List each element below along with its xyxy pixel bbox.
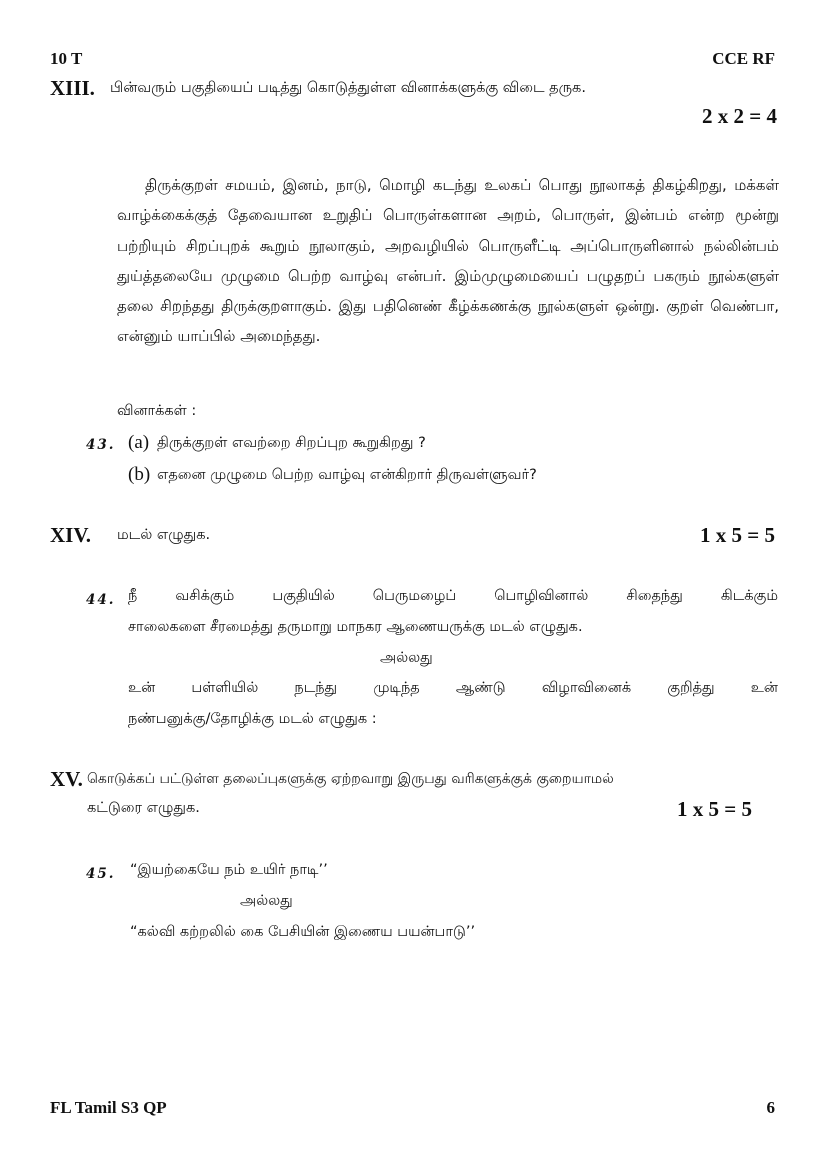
question-44-line-4: நண்பனுக்கு/தோழிக்கு மடல் எழுதுக : xyxy=(128,711,377,727)
section-13-marks: 2 x 2 = 4 xyxy=(702,104,777,128)
section-15-title-line-2: கட்டுரை எழுதுக. xyxy=(87,800,200,816)
section-14-number: XIV. xyxy=(50,523,92,547)
section-15-number: XV. xyxy=(50,767,83,791)
essay-topic-2: “கல்வி கற்றலில் கை பேசியின் இணைய பயன்பாடு’’ xyxy=(130,924,476,940)
question-43a-text: திருக்குறள் எவற்றை சிறப்புற கூறுகிறது ? xyxy=(157,435,426,451)
question-44-line-3: உன் பள்ளியில் நடந்து முடிந்த ஆண்டு விழாவினைக் குறித்து உன் xyxy=(128,680,778,696)
question-43b-label: (b) xyxy=(128,464,151,485)
footer-paper-name: FL Tamil S3 QP xyxy=(50,1098,167,1117)
section-15-marks: 1 x 5 = 5 xyxy=(677,797,752,821)
question-45-or: அல்லது xyxy=(240,893,293,909)
question-45-number: 45. xyxy=(86,866,116,882)
header-series: CCE RF xyxy=(712,49,775,68)
question-43a-label: (a) xyxy=(128,432,150,453)
section-13-title: பின்வரும் பகுதியைப் படித்து கொடுத்துள்ள வினாக்களுக்கு விடை தருக. xyxy=(110,80,586,96)
header-paper-code: 10 T xyxy=(50,49,83,68)
question-44-line-2: சாலைகளை சீரமைத்து தருமாறு மாநகர ஆணையருக்கு மடல் எழுதுக. xyxy=(128,619,583,635)
page-number: 6 xyxy=(766,1098,775,1117)
question-44-line-1: நீ வசிக்கும் பகுதியில் பெருமழைப் பொழிவினால் சிதைந்து கிடக்கும் xyxy=(128,588,778,604)
section-14-marks: 1 x 5 = 5 xyxy=(700,523,775,547)
section-14-title: மடல் எழுதுக. xyxy=(117,527,211,543)
questions-label: வினாக்கள் : xyxy=(117,403,197,419)
reading-passage: திருக்குறள் சமயம், இனம், நாடு, மொழி கடந்து உலகப் பொது நூலாகத் திகழ்கிறது, மக்கள் வாழ்க்கைக்குத் தேவையான உறுதிப் பொருள்களான அறம், பொருள், இன்பம் என்ற மூன்று பற்றியும் சிறப்புறக் கூறும் நூலாகும், அறவழியில் பொருளீட்டி அப்பொருளினால் நல்லின்பம் துய்த்தலையே முழுமை பெற்ற வாழ்வு என்பர். இம்முழுமையைப் பழுதறப் பகரும் நூல்களுள் தலை சிறந்தது திருக்குறளாகும். இது பதினெண் கீழ்க்கணக்கு நூல்களுள் ஒன்று. குறள் வெண்பா, என்னும் யாப்பில் அமைந்தது. xyxy=(117,176,779,346)
question-44-number: 44. xyxy=(86,592,116,608)
question-44-or: அல்லது xyxy=(380,650,433,666)
question-43b-text: எதனை முழுமை பெற்ற வாழ்வு என்கிறார் திருவள்ளுவர்? xyxy=(157,467,537,483)
question-43-number: 43. xyxy=(86,437,116,453)
section-15-title-line-1: கொடுக்கப் பட்டுள்ள தலைப்புகளுக்கு ஏற்றவாறு இருபது வரிகளுக்குக் குறையாமல் xyxy=(87,771,614,787)
essay-topic-1: “இயற்கையே நம் உயிர் நாடி’’ xyxy=(130,862,328,878)
section-13-number: XIII. xyxy=(50,76,95,100)
